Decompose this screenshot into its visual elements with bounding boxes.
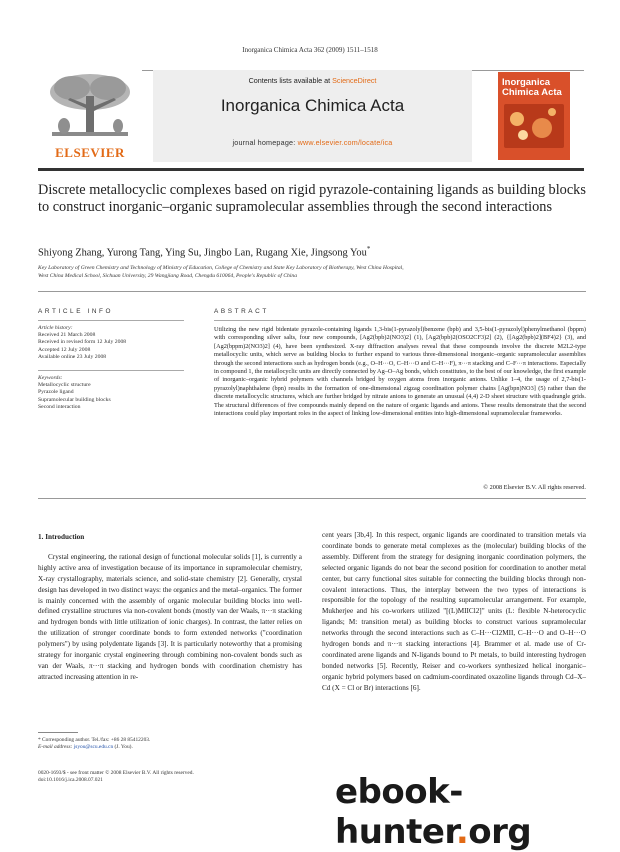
sciencedirect-link[interactable]: ScienceDirect [332,76,377,85]
masthead-bottom-rule [38,168,584,171]
affiliation-line-2: West China Medical School, Sichuan University, 29 Wangjiang Road, Chengdu 610064, People's Republic of China [38,273,297,279]
journal-title: Inorganica Chimica Acta [220,96,405,115]
keyword-item: Pyrazole ligand [38,389,74,396]
copyright-notice: © 2008 Elsevier B.V. All rights reserved. [483,484,586,491]
email-link[interactable]: jsyou@scu.edu.cn [73,744,114,751]
keyword-item: Metallocyclic structure [38,382,91,389]
corresponding-author-mark[interactable]: * [366,245,371,253]
keywords-label: Keywords: [38,375,63,381]
watermark [335,772,615,852]
issn-line: 0020-1693/$ - see front matter © 2008 Elsevier B.V. All rights reserved. [38,770,194,776]
elsevier-tree-logo [38,70,142,162]
corresponding-author-note: * Corresponding author. Tel./fax: +86 28 85412203. [38,737,151,743]
contents-available-line [153,76,472,85]
tree-icon [38,70,142,146]
homepage-prefix: journal homepage: [232,138,298,147]
abstract-column [214,308,586,491]
history-label: Article history: [38,325,73,331]
author-names: Shiyong Zhang, Yurong Tang, Ying Su, Jingbo Lan, Rugang Xie, Jingsong You [38,247,367,259]
contents-prefix: Contents lists available at [248,76,333,85]
introduction-heading: 1. Introduction [38,533,85,541]
email-label: E-mail address: [38,744,73,751]
masthead-center-panel [153,70,472,162]
introduction-paragraph-continued: cent years [3b,4]. In this respect, organic ligands are coordinated to transition metals via coordinate bonds to generate metal complexes as the (molecular) building blocks of the assembly. Different from the strategy for designing inorganic coordination polymers, the selected organic ligands do not bear the second position for coordination to another metal center, but carry functional sites suitable for connecting the building blocks through non-covalent interactions. Thus, the interplay between the two types of interactions is responsible for the topology of the resulting supramolecular arrangement. For example, Mukherjee and his co-workers utilized "[(L)MIICl2]" units (L: flexible N-heterocyclic ligands; M: transition metal) as building blocks to construct various supramolecular networks through the second interactions such as C–H···Cl2MII, C–H···O and O–H···O hydrogen bonds and π···π stacking interactions [4]. Brammer et al. made use of Cr-coordinated arene ligands and N-ligands bound to Pt metals, to build interesting hydrogen bonded networks [5]. Recently, Reiser and co-workers synthesized helical inorganic–organic hybrid polymers based on cadmium-coordinated oxazoline ligands through Cd–X–Cd (X = Cl or Br) interactions [6]. [322,531,586,692]
journal-cover-image [498,72,570,160]
journal-reference: Inorganica Chimica Acta 362 (2009) 1511–1518 [242,46,378,54]
keyword-item: Supramolecular building blocks [38,396,111,403]
doi-line[interactable]: doi:10.1016/j.ica.2008.07.021 [38,777,103,784]
elsevier-wordmark: ELSEVIER [55,145,125,160]
journal-masthead [38,70,584,162]
email-suffix: (J. You). [114,744,133,751]
author-list [38,245,588,258]
keyword-item: Second interaction [38,403,81,410]
history-item: Available online 23 July 2008 [38,353,107,360]
cover-title: Inorganica Chimica Acta [502,77,562,98]
cover-artwork [504,104,564,148]
introduction-paragraph: Crystal engineering, the rational design of functional molecular solids [1], is currently a highly active area of investigation because of its importance in supramolecular chemistry, X-ray crystallography, materials science, and solid-state chemistry [2]. Generally, crystal design has developed in two distinct ways: the organics and the metal–organics. The former is mainly concerned with the assembly of organic molecular building blocks into well-defined crystalline structures via non-covalent bonds (mostly van der Waals, π···π stacking and hydrogen bonds with little utilization of ionic charges). In contrast, the latter relies on the utilization of stronger coordinate bonds to form extended networks ("coordination polymers") by using polydentate ligands [3]. It is particularly noteworthy that a promising strategy for inorganic crystal engineering through combining non-covalent bonds such as van der Waals, π···π stacking and hydrogen bonds with coordination chemistry has attracted increasing attention in re- [38,552,302,681]
article-info-heading: ARTICLE INFO [38,308,114,315]
watermark-text: ebook-hunter.org [335,772,532,852]
abstract-divider [38,498,586,499]
journal-homepage-line [153,138,472,147]
homepage-url-link[interactable]: www.elsevier.com/locate/ica [297,138,393,147]
affiliation [38,264,588,280]
abstract-rule [214,320,586,321]
front-matter-info [38,770,328,784]
affiliation-line-1: Key Laboratory of Green Chemistry and Technology of Ministry of Education, College of Chemistry and State Key Laboratory of Biotherapy, West China Hospital, [38,265,404,271]
history-item: Received 21 March 2008 [38,332,96,339]
article-info-column [38,308,184,410]
article-info-rule [38,320,184,321]
header-divider [38,291,586,292]
footnote-rule [38,732,78,733]
footnote [38,737,302,751]
history-item: Accepted 12 July 2008 [38,346,91,353]
abstract-heading: ABSTRACT [214,308,269,315]
keywords-rule [38,370,184,371]
abstract-text: Utilizing the new rigid bidentate pyrazole-containing ligands 1,3-bis(1-pyrazolyl)benzene (bpb) and 3,5-bis(1-pyrazolyl)phenylmethanol (bppm) with corresponding silver salts, four new compounds, [Ag2(bpb)2(NO3)2] (1), [Ag2(bpb)2(OSO2CF3)2] (2), {[Ag2(bpb)2](BF4)2} (3), and [Ag2(bppm)2(NO3)2] (4), have been synthesized. X-ray diffraction analyses reveal that these compounds involve the discrete M2L2-type metallocyclic units, which serve as building blocks to further expand to various three-dimensional inorganic–organic supramolecular assemblies through the second interactions such as hydrogen bonds (e.g., O–H···O, C–H···O and C–H···F), π···π stacking and C–F···π interactions. Especially in compound 1, the metallocyclic units are directly connected by Ag–O–Ag bonds, which constitutes, to the best of our knowledge, the first example of inorganic–organic hybrid polymers with channels bridged by oxygen atoms from inorganic anions. Unlike 1–4, the usage of 2,7-bis(1-pyrazolyl)naphthalene (bpn) results in the formation of one-dimensional zigzag coordination polymer chains [Ag(bpn)NO3] (5) rather than the discrete metallocyclic structures, which are further bridged by nitrate anions to generate an unusual (4,4) 2-D sheet structure with quadrangle grids. The structural differences of five compounds mainly depend on the nature of organic ligands and anions. These results demonstrate that the second interactions could play important roles in the aspect of linking low-dimensional entities into high-dimensional supramolecular frameworks. [214,326,586,418]
body-left-column [38,532,302,683]
email-line [38,744,302,751]
article-title: Discrete metallocyclic complexes based on rigid pyrazole-containing ligands as building blocks to construct inorganic–organic supramolecular assemblies through the second interactions [38,182,586,215]
history-item: Received in revised form 12 July 2008 [38,339,127,346]
body-right-column [322,530,586,694]
